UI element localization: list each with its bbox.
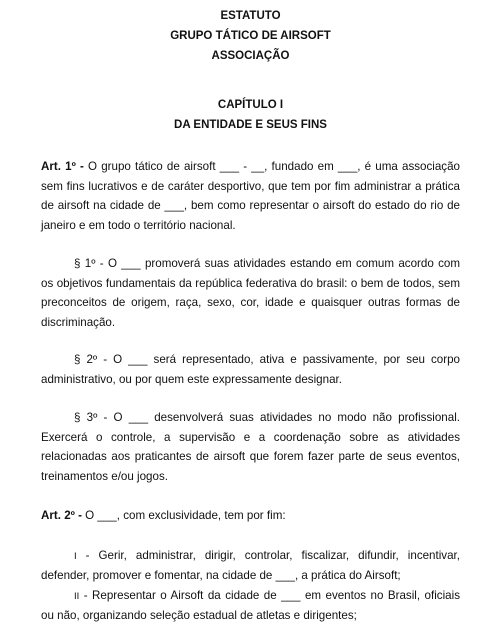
paragraph-2: § 2º - O ___ será representado, ativa e passivamente, por seu corpo administrativo, ou por quem este expressamente designar. [41, 353, 460, 386]
spacer [41, 235, 460, 254]
article-1 [41, 157, 460, 235]
list-item [41, 586, 460, 626]
article-2 [41, 506, 460, 526]
list-item [41, 546, 460, 586]
item-numeral: II [74, 590, 80, 602]
group-name-heading: GRUPO TÁTICO DE AIRSOFT [170, 30, 331, 42]
article-1-text: O grupo tático de airsoft ___ - __, fundado em ___, é uma associação sem fins lucrativos e de caráter desportivo, que tem por fim administrar a prática de airsoft na cidade de ___, bem como representar o airsoft do estado do rio de janeiro e em todo o território nacional. [41, 160, 460, 232]
article-1-label: Art. 1º - [41, 160, 84, 173]
spacer [41, 66, 460, 95]
article-2-text: O ___, com exclusividade, tem por fim: [81, 509, 286, 522]
statute-heading: ESTATUTO [220, 10, 281, 22]
spacer [41, 332, 460, 350]
article-2-label: Art. 2º - [41, 509, 82, 522]
item-text: - Gerir, administrar, dirigir, controlar, fiscalizar, difundir, incentivar, defender, promover e fomentar, na cidade de ___, a prática do Airsoft; [41, 548, 460, 582]
spacer [41, 526, 460, 546]
chapter-title: CAPÍTULO I [217, 99, 284, 111]
spacer [41, 389, 460, 408]
chapter-subtitle: DA ENTIDADE E SEUS FINS [174, 119, 327, 131]
paragraph-1: § 1º - O ___ promoverá suas atividades estando em comum acordo com os objetivos fundamentais da república federativa do brasil: o bem de todos, sem preconceitos de origem, raça, sexo, cor, idade e quaisquer outras formas de discriminação. [41, 257, 460, 329]
paragraph-3: § 3º - O ___ desenvolverá suas atividades no modo não profissional. Exercerá o controle, a supervisão e a coordenação sobre as atividades relacionadas aos praticantes de airsoft que forem fazer parte de seus eventos, treinamentos e/ou jogos. [41, 411, 460, 483]
item-numeral: I [74, 550, 77, 562]
association-heading: ASSOCIAÇÃO [211, 50, 290, 62]
spacer [41, 135, 460, 157]
spacer [41, 486, 460, 506]
item-text: - Representar o Airsoft da cidade de ___ em eventos no Brasil, oficiais ou não, organizando seleção estadual de atletas e dirigentes; [41, 588, 460, 622]
